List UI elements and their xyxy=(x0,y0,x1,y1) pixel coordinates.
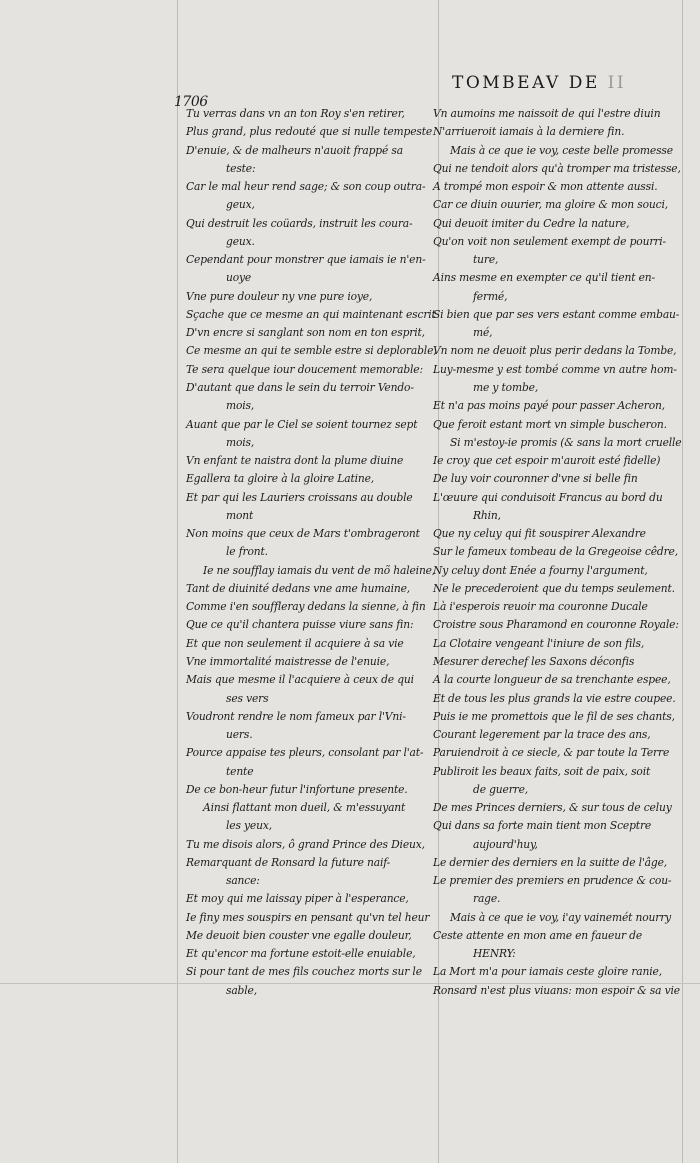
verse-line: ture, xyxy=(473,253,499,267)
verse-line: Qui dans sa forte main tient mon Sceptre xyxy=(433,819,652,833)
verse-line: Ce mesme an qui te semble estre si deplorable, xyxy=(186,344,437,358)
verse-line: rage. xyxy=(473,892,501,906)
verse-line: Remarquant de Ronsard la future naif- xyxy=(186,855,391,869)
verse-line: Vne immortalité maistresse de l'enuie, xyxy=(186,654,390,668)
verse-line: Et n'a pas moins payé pour passer Acheron, xyxy=(433,399,666,413)
verse-line: mé, xyxy=(473,326,493,340)
verse-line: Non moins que ceux de Mars t'ombrageront xyxy=(186,527,420,541)
verse-line: Mais à ce que ie voy, i'ay vainemét nourry xyxy=(450,910,672,924)
verse-line: Mesurer derechef les Saxons déconfis xyxy=(433,654,635,668)
verse-line: Car le mal heur rend sage; & son coup outra- xyxy=(186,180,426,194)
verse-line: Ie finy mes souspirs en pensant qu'vn tel heur xyxy=(186,910,430,924)
verse-line: Auant que par le Ciel se soient tournez sept xyxy=(186,417,418,431)
verse-line: L'œuure qui conduisoit Francus au bord du xyxy=(433,490,663,504)
verse-line: geux, xyxy=(226,198,255,212)
verse-line: Egallera ta gloire à la gloire Latine, xyxy=(186,472,375,486)
verse-line: Et moy qui me laissay piper à l'esperance, xyxy=(186,892,409,906)
verse-line: Et par qui les Lauriers croissans au double xyxy=(186,490,413,504)
verse-line: Mais que mesme il l'acquiere à ceux de qui xyxy=(186,673,414,687)
verse-line: Si bien que par ses vers estant comme embau- xyxy=(433,307,680,321)
verse-line: Le dernier des derniers en la suitte de l'âge, xyxy=(433,855,668,869)
verse-line: Vn nom ne deuoit plus perir dedans la Tombe, xyxy=(433,344,677,358)
verse-line: HENRY: xyxy=(473,947,516,961)
verse-line: Vn aumoins me naissoit de qui l'estre diuin xyxy=(433,107,661,120)
verse-line: de guerre, xyxy=(473,782,529,796)
verse-line: A trompé mon espoir & mon attente aussi. xyxy=(433,180,658,194)
verse-line: D'vn encre si sanglant son nom en ton esprit, xyxy=(186,326,425,340)
verse-line: Qui destruit les coüards, instruit les coura- xyxy=(186,216,413,230)
verse-line: Ne le precederoient que du temps seulement. xyxy=(433,581,675,595)
verse-line: Qui deuoit imiter du Cedre la nature, xyxy=(433,216,630,230)
verse-line: Ains mesme en exempter ce qu'il tient en- xyxy=(433,271,655,285)
right-verse-column xyxy=(433,105,682,997)
verse-line: Qui ne tendoit alors qu'à tromper ma tristesse, xyxy=(433,161,681,175)
verse-line: mois, xyxy=(226,435,255,449)
verse-line: Et qu'encor ma fortune estoit-elle enuiable, xyxy=(186,947,416,961)
verse-line: Tant de diuinité dedans vne ame humaine, xyxy=(186,581,410,595)
verse-line: tente xyxy=(226,764,254,778)
verse-line: uoye xyxy=(226,271,252,285)
verse-line: Et que non seulement il acquiere à sa vie xyxy=(186,636,404,650)
verse-line: mois, xyxy=(226,399,255,413)
verse-line: Rhin, xyxy=(473,508,501,522)
verse-line: Que feroit estant mort vn simple buscheron. xyxy=(433,417,667,431)
verse-line: Cependant pour monstrer que iamais ie n'en- xyxy=(186,253,426,267)
running-head xyxy=(452,73,626,93)
verse-line: Qu'on voit non seulement exempt de pourri- xyxy=(433,234,666,248)
verse-line: teste: xyxy=(226,161,256,175)
verse-line: Sur le fameux tombeau de la Gregeoise cêdre, xyxy=(433,545,678,559)
verse-line: uers. xyxy=(226,728,253,742)
verse-line: Ie ne soufflay iamais du vent de mõ haleine, xyxy=(203,563,436,577)
verse-line: Ceste attente en mon ame en faueur de xyxy=(433,928,643,942)
running-head-text: TOMBEAV DE xyxy=(452,73,600,93)
verse-line: De luy voir couronner d'vne si belle fin xyxy=(433,472,638,486)
verse-line: Te sera quelque iour doucement memorable: xyxy=(186,362,423,376)
verse-line: A la courte longueur de sa trenchante espee, xyxy=(433,673,671,687)
verse-line: Voudront rendre le nom fameux par l'Vni- xyxy=(186,709,406,723)
verse-line: Le premier des premiers en prudence & cou- xyxy=(433,874,672,888)
verse-line: Ainsi flattant mon dueil, & m'essuyant xyxy=(203,801,406,815)
verse-line: Ronsard n'est plus viuans: mon espoir & sa vie xyxy=(433,983,680,997)
verse-line: D'enuie, & de malheurs n'auoit frappé sa xyxy=(186,143,403,157)
verse-line: Que ny celuy qui fit souspirer Alexandre xyxy=(433,527,646,541)
verse-line: Si pour tant de mes fils couchez morts sur le xyxy=(186,965,422,979)
verse-line: sable, xyxy=(226,983,257,997)
verse-line: De ce bon-heur futur l'infortune presente. xyxy=(186,782,408,796)
verse-line: me y tombe, xyxy=(473,380,539,394)
verse-line: Pource appaise tes pleurs, consolant par l'at- xyxy=(186,746,424,760)
verse-line: Ie croy que cet espoir m'auroit esté fidelle) xyxy=(433,454,661,468)
verse-line: Car ce diuin ouurier, ma gloire & mon souci, xyxy=(433,198,668,212)
verse-line: sance: xyxy=(226,874,260,888)
verse-line: Puis ie me promettois que le fil de ses chants, xyxy=(433,709,675,723)
verse-line: Luy-mesme y est tombé comme vn autre hom- xyxy=(433,362,677,376)
verse-line: Comme i'en souffleray dedans la sienne, à fin xyxy=(186,600,426,614)
verse-line: Vn enfant te naistra dont la plume diuine xyxy=(186,454,404,468)
verse-line: Croistre sous Pharamond en couronne Royale: xyxy=(433,618,679,632)
verse-line: Vne pure douleur ny vne pure ioye, xyxy=(186,289,373,303)
verse-line: Ny celuy dont Enée a fourny l'argument, xyxy=(433,563,648,577)
running-head-faded: II xyxy=(607,73,627,93)
verse-line: La Clotaire vengeant l'iniure de son fils, xyxy=(433,636,645,650)
left-verse-column xyxy=(186,105,437,997)
verse-line: mont xyxy=(226,508,254,522)
verse-line: Que ce qu'il chantera puisse viure sans fin: xyxy=(186,618,414,632)
verse-line: Sçache que ce mesme an qui maintenant escrit xyxy=(186,307,436,321)
verse-line: fermé, xyxy=(473,289,508,303)
verse-line: geux. xyxy=(226,234,255,248)
verse-line: N'arriueroit iamais à la derniere fin. xyxy=(433,125,625,139)
verse-line: Tu verras dans vn an ton Roy s'en retirer, xyxy=(186,107,405,120)
verse-line: les yeux, xyxy=(226,819,272,833)
verse-line: Courant legerement par la trace des ans, xyxy=(433,728,651,742)
verse-line: Paruiendroit à ce siecle, & par toute la Terre xyxy=(433,746,670,760)
verse-line: Tu me disois alors, ô grand Prince des Dieux, xyxy=(186,837,425,851)
verse-line: Mais à ce que ie voy, ceste belle promesse xyxy=(450,143,673,157)
rule-left-margin xyxy=(177,0,178,1163)
rule-right-margin xyxy=(682,0,683,1163)
verse-line: le front. xyxy=(226,545,268,559)
verse-line: La Mort m'a pour iamais ceste gloire ranie, xyxy=(433,965,662,979)
verse-line: ses vers xyxy=(226,691,269,705)
verse-line: Et de tous les plus grands la vie estre coupee. xyxy=(433,691,676,705)
verse-line: aujourd'huy, xyxy=(473,837,538,851)
verse-line: Me deuoit bien couster vne egalle douleur, xyxy=(186,928,412,942)
page-number: 1706 xyxy=(174,94,208,110)
verse-line: De mes Princes derniers, & sur tous de celuy xyxy=(433,801,672,815)
verse-line: Là i'esperois reuoir ma couronne Ducale xyxy=(433,600,648,614)
verse-line: Plus grand, plus redouté que si nulle tempeste xyxy=(186,125,433,139)
verse-line: Publiroit les beaux faits, soit de paix, soit xyxy=(433,764,651,778)
verse-line: D'autant que dans le sein du terroir Vendo- xyxy=(186,380,414,394)
verse-line: Si m'estoy-ie promis (& sans la mort cruelle xyxy=(450,435,682,449)
